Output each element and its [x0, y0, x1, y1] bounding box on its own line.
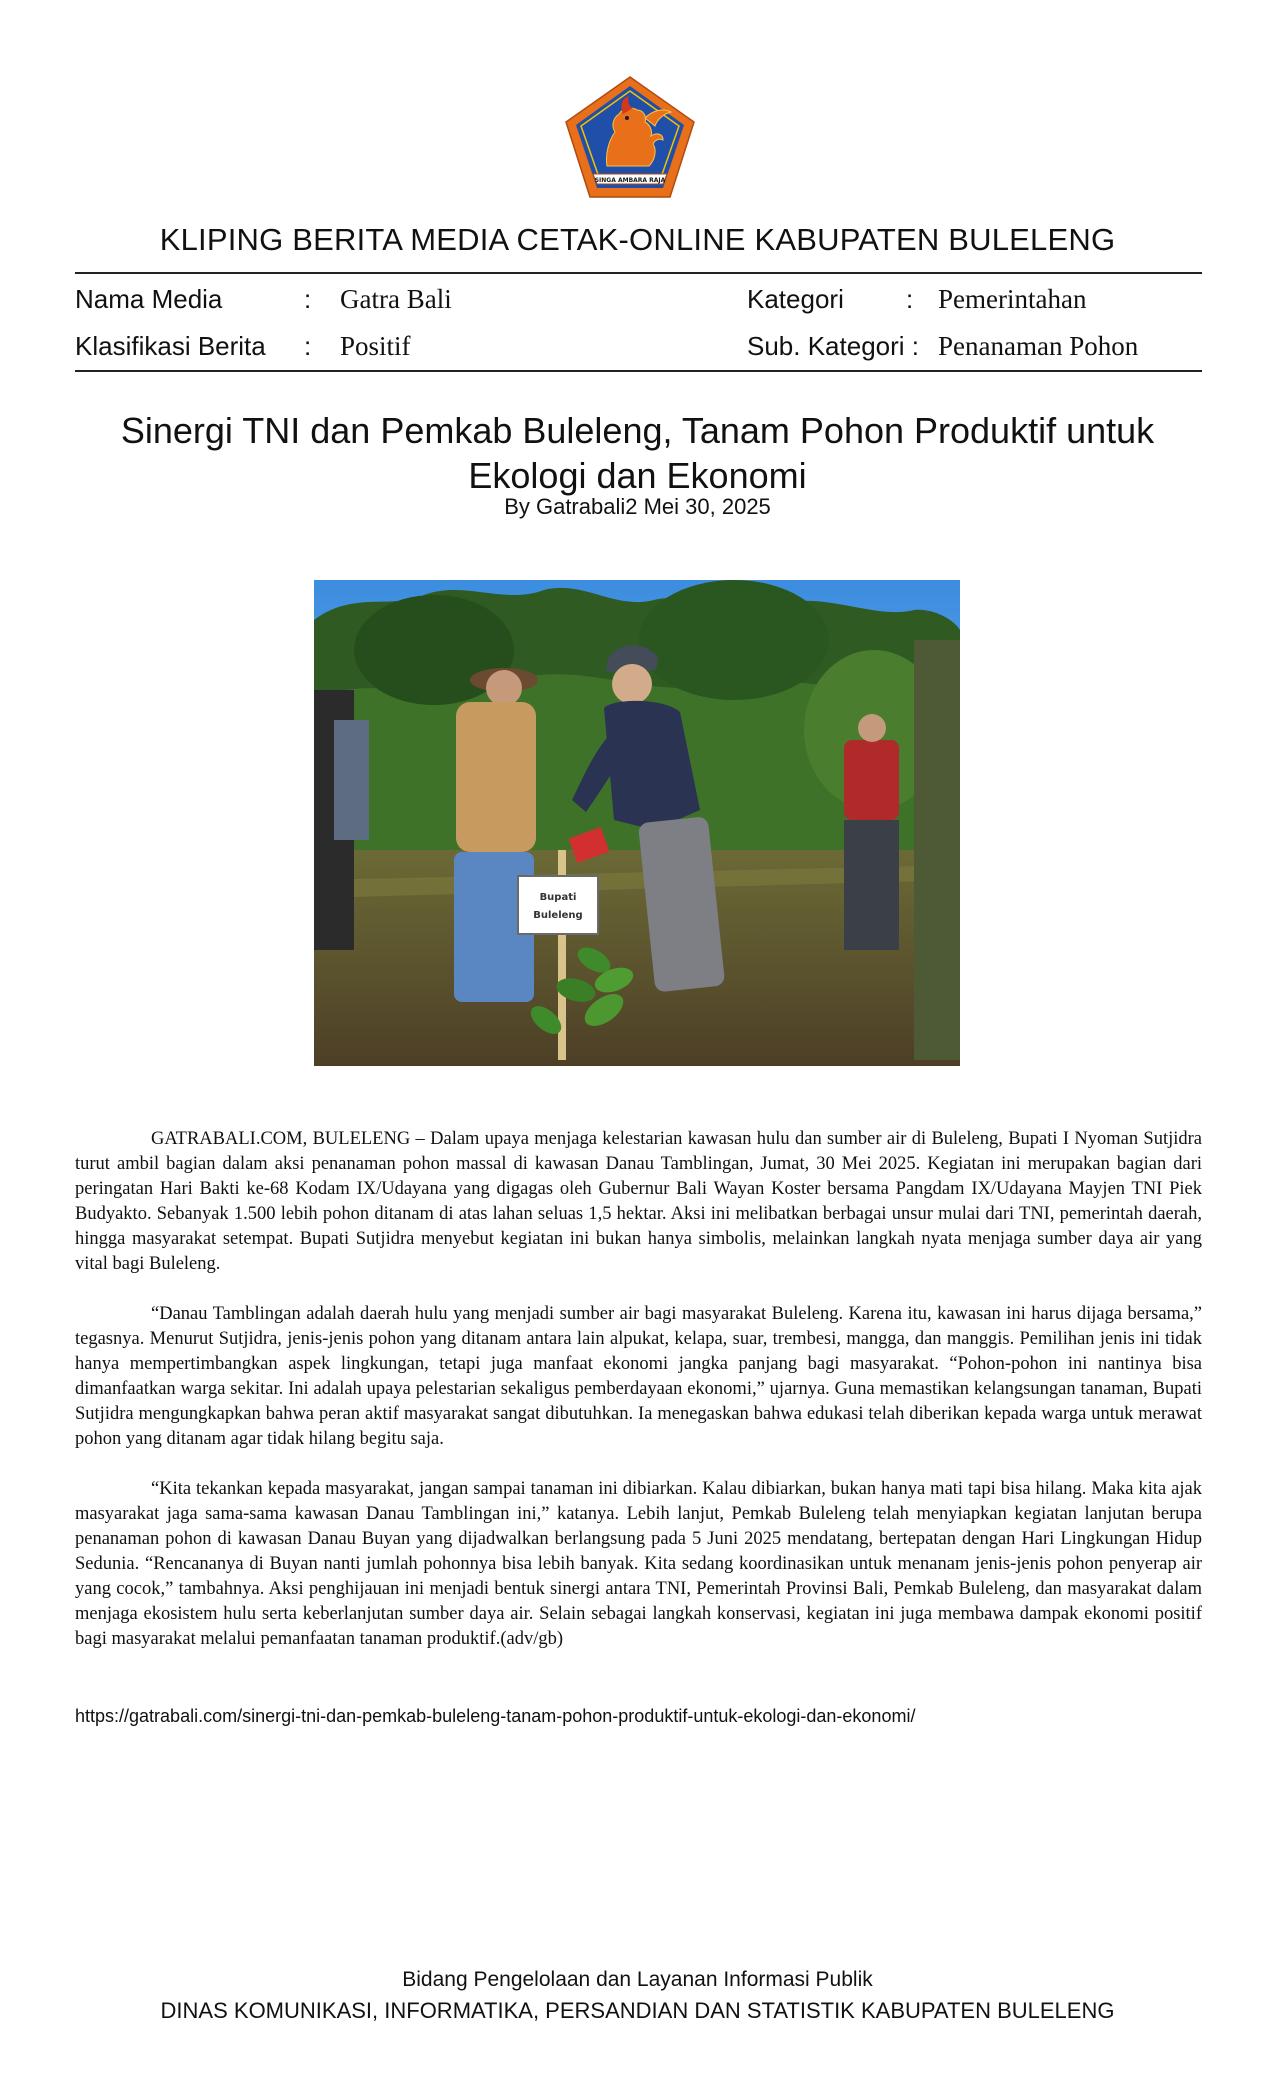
- article-photo: [314, 580, 960, 1066]
- meta-klasifikasi-label: Klasifikasi Berita: [75, 331, 266, 361]
- article-paragraph-2: “Danau Tamblingan adalah daerah hulu yang menjadi sumber air bagi masyarakat Buleleng. Karena itu, kawasan ini harus dijaga bersama,” tegasnya. Menurut Sutjidra, jenis-jenis pohon yang ditanam antara lain alpukat, kelapa, suar, trembesi, mangga, dan manggis. Pemilihan jenis ini tidak hanya mempertimbangkan aspek lingkungan, tetapi juga manfaat ekonomi jangka panjang bagi masyarakat. “Pohon-pohon ini nantinya bisa dimanfaatkan warga sekitar. Ini adalah upaya pelestarian sekaligus pemberdayaan ekonomi,” ujarnya. Guna memastikan kelangsungan tanaman, Bupati Sutjidra mengungkapkan bahwa peran aktif masyarakat sangat dibutuhkan. Ia menegaskan bahwa edukasi telah diberikan kepada warga untuk merawat pohon yang ditanam agar tidak hilang begitu saja.: [75, 1304, 1202, 1449]
- article-source-link[interactable]: https://gatrabali.com/sinergi-tni-dan-pemkab-buleleng-tanam-pohon-produktif-untuk-ekologi-dan-ekonomi/: [75, 1706, 916, 1726]
- meta-nama-media-label: Nama Media: [75, 284, 223, 314]
- meta-kategori-value: Pemerintahan: [938, 284, 1087, 314]
- meta-klasifikasi-value: Positif: [340, 331, 411, 361]
- header-divider-top: [75, 272, 1202, 274]
- meta-kategori-label: Kategori: [747, 284, 844, 314]
- buleleng-coat-of-arms-logo: [563, 74, 697, 200]
- page-header-title: KLIPING BERITA MEDIA CETAK-ONLINE KABUPATEN BULELENG: [159, 222, 1116, 257]
- article-paragraph-1: GATRABALI.COM, BULELENG – Dalam upaya menjaga kelestarian kawasan hulu dan sumber air di Buleleng, Bupati I Nyoman Sutjidra turut ambil bagian dalam aksi penanaman pohon massal di kawasan Danau Tamblingan, Jumat, 30 Mei 2025. Kegiatan ini merupakan bagian dari peringatan Hari Bakti ke-68 Kodam IX/Udayana yang digagas oleh Gubernur Bali Wayan Koster bersama Pangdam IX/Udayana Mayjen TNI Piek Budyakto. Sebanyak 1.500 lebih pohon ditanam di atas lahan seluas 1,5 hektar. Aksi ini melibatkan berbagai unsur mulai dari TNI, pemerintah daerah, hingga masyarakat setempat. Bupati Sutjidra menyebut kegiatan ini bukan hanya simbolis, melainkan langkah nyata menjaga sumber daya air yang vital bagi Buleleng.: [75, 1129, 1202, 1274]
- meta-klasifikasi-sep: :: [304, 331, 312, 361]
- article-byline: By Gatrabali2 Mei 30, 2025: [504, 494, 771, 519]
- meta-nama-media-sep: :: [304, 284, 312, 314]
- logo-motto-text: SINGA AMBARA RAJA: [594, 177, 666, 184]
- header-divider-bottom: [75, 370, 1202, 372]
- article-paragraph-3: “Kita tekankan kepada masyarakat, jangan sampai tanaman ini dibiarkan. Kalau dibiarkan, bukan hanya mati tapi bisa hilang. Maka kita ajak masyarakat jaga sama-sama kawasan Danau Tamblingan ini,” katanya. Lebih lanjut, Pemkab Buleleng telah menyiapkan kegiatan lanjutan berupa penanaman pohon di kawasan Danau Buyan yang dijadwalkan berlangsung pada 5 Juni 2025 mendatang, bertepatan dengan Hari Lingkungan Hidup Sedunia. “Rencananya di Buyan nanti jumlah pohonnya bisa lebih banyak. Kita sedang koordinasikan untuk menanam jenis-jenis pohon penyerap air yang cocok,” tambahnya. Aksi penghijauan ini menjadi bentuk sinergi antara TNI, Pemerintah Provinsi Bali, Pemkab Buleleng, dan masyarakat dalam menjaga ekosistem hulu serta keberlanjutan sumber daya air. Selain sebagai langkah konservasi, kegiatan ini juga membawa dampak ekonomi positif bagi masyarakat melalui pemanfaatan tanaman produktif.(adv/gb): [75, 1479, 1202, 1649]
- meta-sub-kategori-value: Penanaman Pohon: [938, 331, 1139, 361]
- footer-department: Bidang Pengelolaan dan Layanan Informasi Publik: [402, 1968, 873, 1991]
- meta-sub-kategori-label: Sub. Kategori :: [747, 331, 919, 361]
- photo-sign-line2: Buleleng: [533, 910, 583, 921]
- article-body: [75, 1127, 1202, 1677]
- footer-agency: DINAS KOMUNIKASI, INFORMATIKA, PERSANDIAN DAN STATISTIK KABUPATEN BULELENG: [160, 1998, 1115, 2023]
- photo-sign-line1: Bupati: [539, 892, 577, 903]
- meta-nama-media-value: Gatra Bali: [340, 284, 452, 314]
- article-title: Sinergi TNI dan Pemkab Buleleng, Tanam Pohon Produktif untuk Ekologi dan Ekonomi: [120, 410, 1155, 496]
- meta-kategori-sep: :: [906, 284, 914, 314]
